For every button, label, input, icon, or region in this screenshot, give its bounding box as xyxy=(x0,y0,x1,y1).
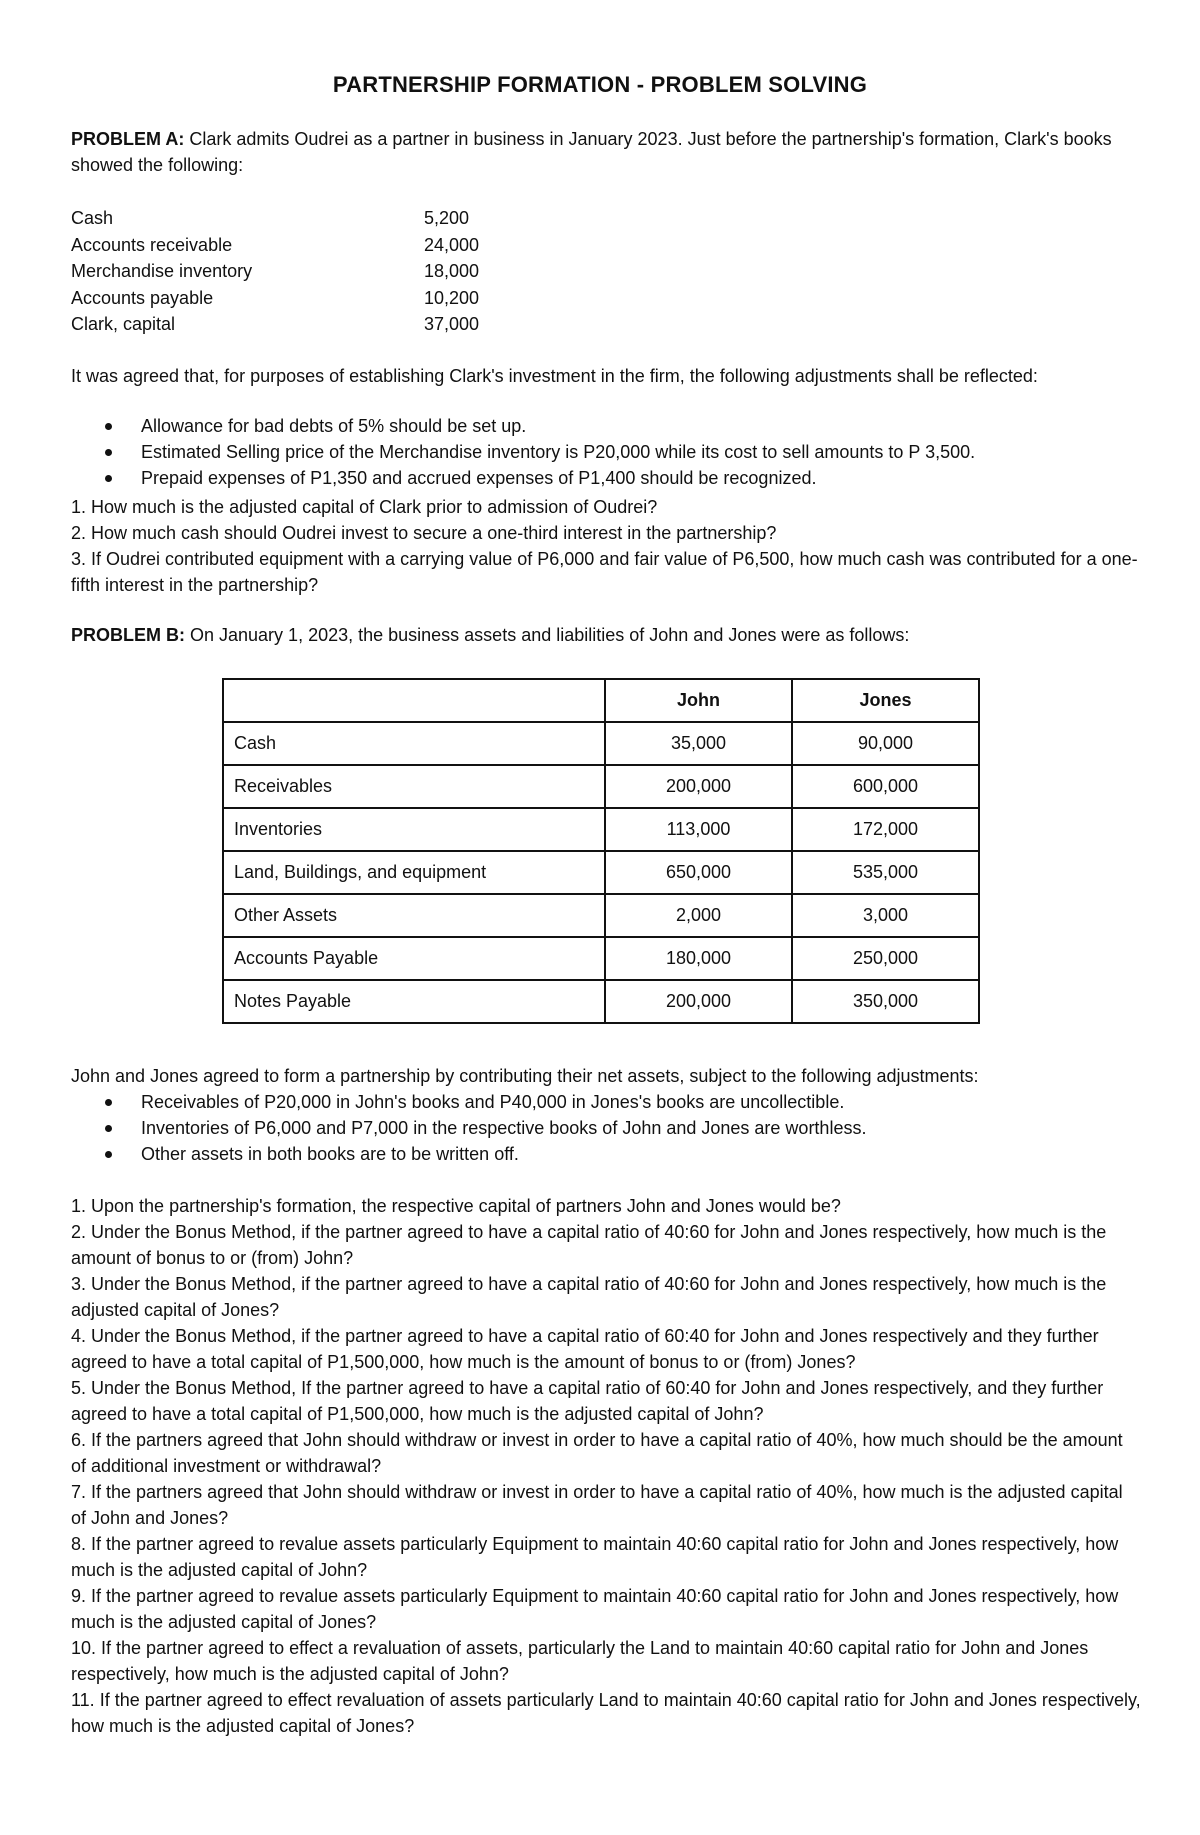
problem-b-questions xyxy=(71,1193,1141,1739)
ledger-value: 5,200 xyxy=(424,208,470,228)
problem-a-label: PROBLEM A: xyxy=(71,129,185,149)
problem-b-label: PROBLEM B: xyxy=(71,625,185,645)
question: 1. How much is the adjusted capital of Clark prior to admission of Oudrei? xyxy=(71,497,658,517)
question: 9. If the partner agreed to revalue assets particularly Equipment to maintain 40:60 capital ratio for John and Jones respectively, how much is the adjusted capital of Jones? xyxy=(71,1586,1119,1632)
list-item-text: Other assets in both books are to be written off. xyxy=(141,1144,519,1164)
bullet-icon xyxy=(105,423,112,430)
table-header: John xyxy=(605,679,792,722)
problem-a-ledger xyxy=(71,205,479,338)
ledger-label: Accounts receivable xyxy=(71,234,233,255)
table-row xyxy=(223,765,979,808)
table-cell: 200,000 xyxy=(605,765,792,808)
list-item xyxy=(71,465,1141,491)
question: 3. Under the Bonus Method, if the partner agreed to have a capital ratio of 40:60 for John and Jones respectively, how much is the adjusted capital of Jones? xyxy=(71,1274,1107,1320)
table-cell: 2,000 xyxy=(605,894,792,937)
problem-a-intro-text: Clark admits Oudrei as a partner in business in January 2023. Just before the partnership's formation, Clark's books showed the following: xyxy=(71,129,1112,175)
table-cell: 3,000 xyxy=(792,894,979,937)
ledger-value: 18,000 xyxy=(424,261,480,281)
question: 1. Upon the partnership's formation, the respective capital of partners John and Jones would be? xyxy=(71,1196,841,1216)
table-cell: Other Assets xyxy=(223,894,605,937)
problem-a-adjustments xyxy=(71,413,1141,491)
table-cell: 650,000 xyxy=(605,851,792,894)
list-item-text: Prepaid expenses of P1,350 and accrued expenses of P1,400 should be recognized. xyxy=(141,468,817,488)
question: 5. Under the Bonus Method, If the partner agreed to have a capital ratio of 60:40 for John and Jones respectively, and they further agreed to have a total capital of P1,500,000, how much is the adjusted capital of John? xyxy=(71,1378,1104,1424)
table-cell: Notes Payable xyxy=(223,980,605,1023)
list-item-text: Estimated Selling price of the Merchandise inventory is P20,000 while its cost to sell amounts to P 3,500. xyxy=(141,442,976,462)
question: 2. How much cash should Oudrei invest to secure a one-third interest in the partnership? xyxy=(71,523,777,543)
table-cell: 113,000 xyxy=(605,808,792,851)
table-row xyxy=(223,722,979,765)
list-item xyxy=(71,1141,1141,1167)
list-item xyxy=(71,413,1141,439)
ledger-label: Accounts payable xyxy=(71,287,214,308)
table-row xyxy=(223,937,979,980)
problem-b-intro xyxy=(71,622,1141,648)
list-item-text: Allowance for bad debts of 5% should be set up. xyxy=(141,416,527,436)
problem-b-agree-intro: John and Jones agreed to form a partnership by contributing their net assets, subject to the following adjustments: xyxy=(71,1066,979,1086)
table-cell: 90,000 xyxy=(792,722,979,765)
bullet-icon xyxy=(105,1125,112,1132)
table-cell: 535,000 xyxy=(792,851,979,894)
ledger-label: Clark, capital xyxy=(71,314,176,334)
list-item-text: Receivables of P20,000 in John's books and P40,000 in Jones's books are uncollectible. xyxy=(141,1092,845,1112)
question: 6. If the partners agreed that John should withdraw or invest in order to have a capital ratio of 40%, how much should be the amount of additional investment or withdrawal? xyxy=(71,1430,1123,1476)
page-title: PARTNERSHIP FORMATION - PROBLEM SOLVING xyxy=(332,72,868,97)
question: 3. If Oudrei contributed equipment with a carrying value of P6,000 and fair value of P6,500, how much cash was contributed for a one-fifth interest in the partnership? xyxy=(71,549,1138,595)
table-cell: 180,000 xyxy=(605,937,792,980)
table-header xyxy=(223,679,605,722)
table-row xyxy=(223,808,979,851)
table-header-row xyxy=(223,679,979,722)
question: 8. If the partner agreed to revalue assets particularly Equipment to maintain 40:60 capital ratio for John and Jones respectively, how much is the adjusted capital of John? xyxy=(71,1534,1119,1580)
question: 7. If the partners agreed that John should withdraw or invest in order to have a capital ratio of 40%, how much is the adjusted capital of John and Jones? xyxy=(71,1482,1123,1528)
table-row xyxy=(223,980,979,1023)
table-cell: Accounts Payable xyxy=(223,937,605,980)
bullet-icon xyxy=(105,449,112,456)
table-cell: Land, Buildings, and equipment xyxy=(223,851,605,894)
table-cell: 350,000 xyxy=(792,980,979,1023)
bullet-icon xyxy=(105,1151,112,1158)
list-item-text: Inventories of P6,000 and P7,000 in the respective books of John and Jones are worthless. xyxy=(141,1118,867,1138)
list-item xyxy=(71,1115,1141,1141)
table-cell: Cash xyxy=(223,722,605,765)
problem-b-adjustments xyxy=(71,1089,1141,1167)
ledger-row xyxy=(71,285,479,312)
ledger-row xyxy=(71,311,479,338)
ledger-row xyxy=(71,232,479,259)
bullet-icon xyxy=(105,475,112,482)
ledger-value: 10,200 xyxy=(424,287,480,308)
table-cell: 600,000 xyxy=(792,765,979,808)
problem-a-intro xyxy=(71,126,1141,178)
ledger-label: Cash xyxy=(71,208,114,228)
ledger-row xyxy=(71,205,479,232)
question: 4. Under the Bonus Method, if the partner agreed to have a capital ratio of 60:40 for John and Jones respectively and they further agreed to have a total capital of P1,500,000, how much is the amount of bonus to or (from) Jones? xyxy=(71,1326,1099,1372)
table-cell: Inventories xyxy=(223,808,605,851)
ledger-label: Merchandise inventory xyxy=(71,261,253,281)
ledger-row xyxy=(71,258,479,285)
table-row xyxy=(223,851,979,894)
problem-a-adjust-intro: It was agreed that, for purposes of establishing Clark's investment in the firm, the following adjustments shall be reflected: xyxy=(71,366,1038,386)
table-cell: 250,000 xyxy=(792,937,979,980)
bullet-icon xyxy=(105,1099,112,1106)
question: 10. If the partner agreed to effect a revaluation of assets, particularly the Land to maintain 40:60 capital ratio for John and Jones respectively, how much is the adjusted capital of John? xyxy=(71,1638,1089,1684)
problem-b-intro-text: On January 1, 2023, the business assets and liabilities of John and Jones were as follows: xyxy=(185,625,910,645)
question: 11. If the partner agreed to effect revaluation of assets particularly Land to maintain 40:60 capital ratio for John and Jones respectively, how much is the adjusted capital of Jones? xyxy=(71,1690,1141,1736)
list-item xyxy=(71,439,1141,465)
question: 2. Under the Bonus Method, if the partner agreed to have a capital ratio of 40:60 for John and Jones respectively, how much is the amount of bonus to or (from) John? xyxy=(71,1222,1107,1268)
ledger-value: 24,000 xyxy=(424,234,480,255)
assets-table xyxy=(222,678,980,1024)
ledger-value: 37,000 xyxy=(424,314,480,334)
problem-a-questions xyxy=(71,494,1141,598)
table-cell: 200,000 xyxy=(605,980,792,1023)
table-cell: 172,000 xyxy=(792,808,979,851)
table-cell: 35,000 xyxy=(605,722,792,765)
table-cell: Receivables xyxy=(223,765,605,808)
list-item xyxy=(71,1089,1141,1115)
table-header: Jones xyxy=(792,679,979,722)
table-row xyxy=(223,894,979,937)
